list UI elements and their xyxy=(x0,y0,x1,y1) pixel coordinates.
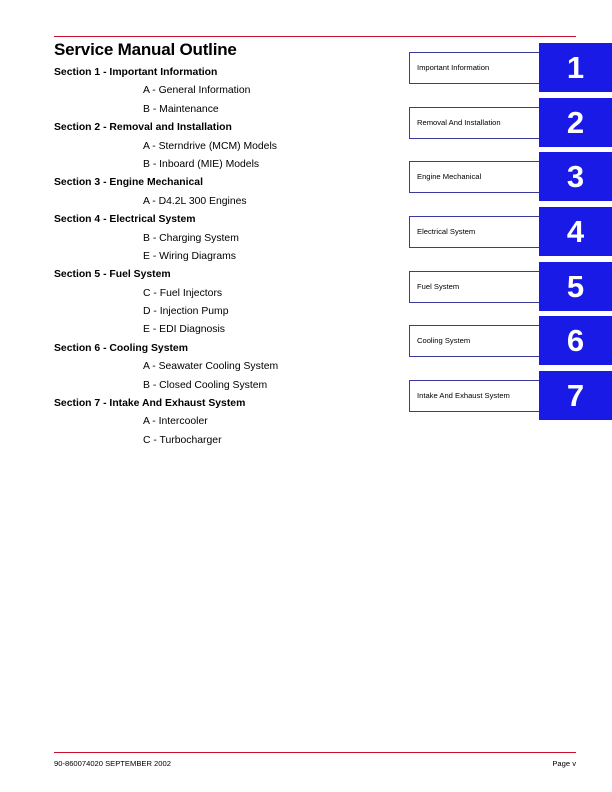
tab-label: Intake And Exhaust System xyxy=(409,380,539,412)
section-heading[interactable]: Section 6 - Cooling System xyxy=(54,342,188,354)
subsection-item[interactable]: A - D4.2L 300 Engines xyxy=(143,195,247,207)
outline-list xyxy=(54,64,394,450)
section-heading[interactable]: Section 5 - Fuel System xyxy=(54,269,171,281)
tab-number: 2 xyxy=(539,98,612,147)
section-tabs xyxy=(409,43,612,426)
tab-number: 1 xyxy=(539,43,612,92)
tab-label: Removal And Installation xyxy=(409,107,539,139)
subsection-item[interactable]: A - Intercooler xyxy=(143,416,208,428)
tab-label: Engine Mechanical xyxy=(409,161,539,193)
tab-number: 6 xyxy=(539,316,612,365)
subsection-item[interactable]: E - EDI Diagnosis xyxy=(143,324,225,336)
tab-label: Cooling System xyxy=(409,325,539,357)
subsection-item[interactable]: E - Wiring Diagrams xyxy=(143,250,236,262)
section-heading[interactable]: Section 1 - Important Information xyxy=(54,67,218,78)
section-tab-7[interactable] xyxy=(409,371,612,426)
section-heading[interactable]: Section 7 - Intake And Exhaust System xyxy=(54,398,246,410)
subsection-item[interactable]: A - Sterndrive (MCM) Models xyxy=(143,140,277,152)
subsection-item[interactable]: B - Inboard (MIE) Models xyxy=(143,158,260,170)
top-rule xyxy=(54,36,576,37)
section-heading[interactable]: Section 4 - Electrical System xyxy=(54,214,196,226)
subsection-item[interactable]: B - Maintenance xyxy=(143,103,219,115)
section-tab-4[interactable] xyxy=(409,207,612,262)
subsection-item[interactable]: B - Closed Cooling System xyxy=(143,379,268,391)
tab-label: Fuel System xyxy=(409,271,539,303)
tab-number: 4 xyxy=(539,207,612,256)
subsection-item[interactable]: D - Injection Pump xyxy=(143,306,229,318)
section-tab-3[interactable] xyxy=(409,152,612,207)
tab-number: 3 xyxy=(539,152,612,201)
section-tab-2[interactable] xyxy=(409,98,612,153)
page-number: Page v xyxy=(552,759,576,768)
tab-label: Electrical System xyxy=(409,216,539,248)
section-tab-6[interactable] xyxy=(409,316,612,371)
tab-number: 5 xyxy=(539,262,612,311)
subsection-item[interactable]: B - Charging System xyxy=(143,232,239,244)
tab-label: Important Information xyxy=(409,52,539,84)
document-number: 90-860074020 SEPTEMBER 2002 xyxy=(54,759,171,768)
page-title: Service Manual Outline xyxy=(54,40,237,59)
subsection-item[interactable]: C - Fuel Injectors xyxy=(143,287,223,299)
subsection-item[interactable]: C - Turbocharger xyxy=(143,434,222,446)
subsection-item[interactable]: A - General Information xyxy=(143,85,251,97)
subsection-item[interactable]: A - Seawater Cooling System xyxy=(143,361,279,373)
section-heading[interactable]: Section 2 - Removal and Installation xyxy=(54,122,232,134)
section-heading[interactable]: Section 3 - Engine Mechanical xyxy=(54,177,203,189)
section-tab-1[interactable] xyxy=(409,43,612,98)
section-tab-5[interactable] xyxy=(409,262,612,317)
bottom-rule xyxy=(54,752,576,753)
tab-number: 7 xyxy=(539,371,612,420)
